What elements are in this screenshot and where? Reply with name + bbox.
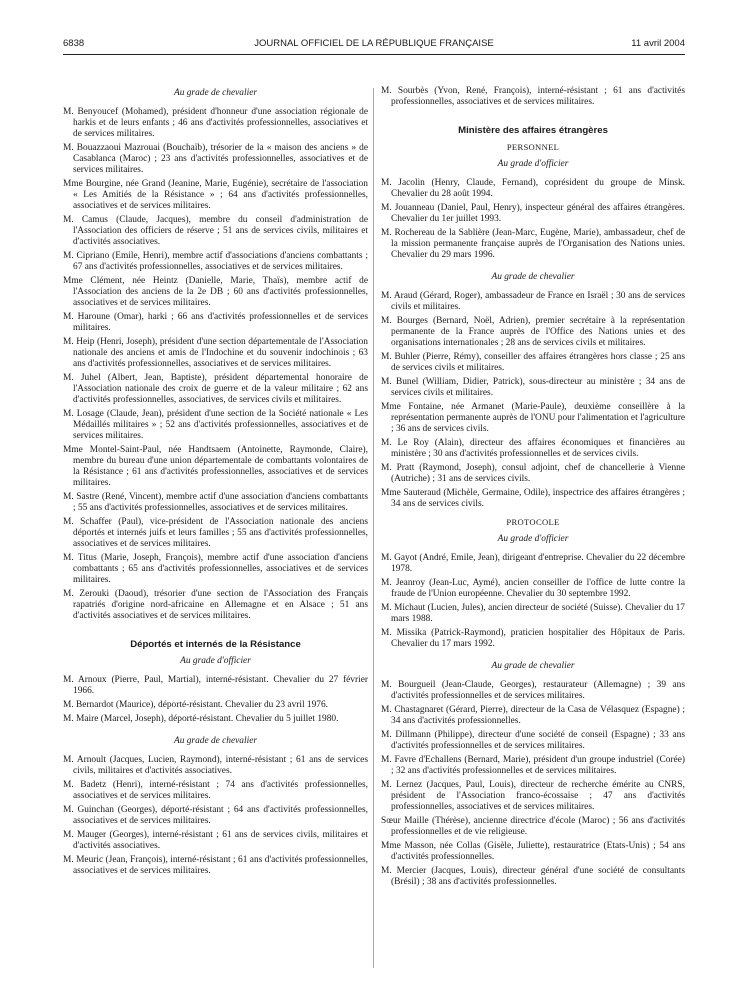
list-item: M. Bourgueil (Jean-Claude, Georges), restaurateur (Allemagne) ; 39 ans d'activités professionnelles et de services militaires. [381, 680, 685, 701]
header-rule [63, 54, 685, 55]
list-item: M. Jacolin (Henry, Claude, Fernand), coprésident du groupe de Minsk. Chevalier du 28 août 1994. [381, 178, 685, 199]
list-item: M. Chastagnaret (Gérard, Pierre), directeur de la Casa de Vélasquez (Espagne) ; 34 ans d'activités professionnelles. [381, 705, 685, 726]
journal-title: JOURNAL OFFICIEL DE LA RÉPUBLIQUE FRANÇAISE [254, 38, 494, 49]
list-item: M. Sourbès (Yvon, René, François), interné-résistant ; 61 ans d'activités professionnelles, associatives et de services militaires. [381, 86, 685, 107]
entry-list [63, 675, 368, 725]
list-item: M. Maire (Marcel, Joseph), déporté-résistant. Chevalier du 5 juillet 1980. [63, 714, 339, 724]
list-item: Mme Sauteraud (Michèle, Germaine, Odile), inspectrice des affaires étrangères ; 34 ans de services civils. [381, 488, 685, 509]
list-item: M. Pratt (Raymond, Joseph), consul adjoint, chef de chancellerie à Vienne (Autriche) ; 31 ans de services civils. [381, 463, 685, 484]
list-item: M. Lernez (Jacques, Paul, Louis), directeur de recherche émérite au CNRS, président de l'Association franco-écossaise ; 47 ans d'activités professionnelles, associatives et de services militaires. [381, 780, 685, 812]
page-number: 6838 [63, 38, 85, 49]
list-item: Mme Masson, née Collas (Gisèle, Juliette), restauratrice (Etats-Unis) ; 54 ans d'activités professionnelles. [381, 841, 685, 862]
list-item: M. Bourges (Bernard, Noël, Adrien), premier secrétaire à la représentation permanente de la France auprès de l'Office des Nations unies et des organisations internationales ; 28 ans de services civils et militaires. [381, 316, 685, 348]
list-item: M. Juhel (Albert, Jean, Baptiste), président départemental honoraire de l'Association nationale des croix de guerre et de la valeur militaire ; 62 ans d'activités professionnelles, associatives, de services civils et militaires. [63, 373, 368, 405]
list-item: M. Badetz (Henri), interné-résistant ; 74 ans d'activités professionnelles, associatives et de services militaires. [63, 780, 368, 801]
list-item: M. Bouazzaoui Mazrouai (Bouchaïb), trésorier de la « maison des anciens » de Casablanca (Maroc) ; 23 ans d'activités professionnelles, associatives et de services militaires. [63, 143, 368, 175]
grade-heading: Au grade d'officier [180, 656, 251, 666]
list-item: M. Bernardot (Maurice), déporté-résistant. Chevalier du 23 avril 1976. [63, 700, 329, 710]
page-header [63, 38, 685, 52]
list-item: M. Missika (Patrick-Raymond), praticien hospitalier des Hôpitaux de Paris. Chevalier du 17 mars 1992. [381, 628, 685, 649]
subsection-heading: PROTOCOLE [506, 517, 560, 527]
list-item: M. Jouanneau (Daniel, Paul, Henry), inspecteur général des affaires étrangères. Chevalier du 1er juillet 1993. [381, 203, 685, 224]
right-column [381, 86, 685, 891]
column-divider [373, 88, 374, 968]
list-item: M. Mauger (Georges), interné-résistant ; 61 ans de services civils, militaires et d'activités associatives. [63, 830, 368, 851]
list-item: M. Sastre (René, Vincent), membre actif d'une association d'anciens combattants ; 55 ans d'activités professionnelles, associatives et de services militaires. [63, 492, 368, 513]
list-item: M. Rochereau de la Sablière (Jean-Marc, Eugène, Marie), ambassadeur, chef de la mission permanente française auprès de l'Organisation des Nations unies. Chevalier du 29 mars 1996. [381, 228, 685, 260]
list-item: M. Michaut (Lucien, Jules), ancien directeur de société (Suisse). Chevalier du 17 mars 1988. [381, 603, 685, 624]
list-item: M. Arnoult (Jacques, Lucien, Raymond), interné-résistant ; 61 ans de services civils, militaires et d'activités associatives. [63, 755, 368, 776]
entry-list [381, 291, 685, 510]
entry-list [63, 107, 368, 622]
list-item: M. Guinchan (Georges), déporté-résistant ; 64 ans d'activités professionnelles, associatives et de services militaires. [63, 805, 368, 826]
list-item: M. Heip (Henri, Joseph), président d'une section départementale de l'Association nationale des anciens et amis de l'Indochine et du souvenir indochinois ; 63 ans d'activités professionnelles, associatives et de services militaires. [63, 337, 368, 369]
section-heading: Ministère des affaires étrangères [458, 125, 608, 136]
list-item: M. Mercier (Jacques, Louis), directeur général d'une société de consultants (Brésil) ; 38 ans d'activités professionnelles. [381, 866, 685, 887]
list-item: M. Cipriano (Emile, Henri), membre actif d'associations d'anciens combattants ; 67 ans d'activités professionnelles, associatives et de services militaires. [63, 251, 368, 272]
list-item: M. Zerouki (Daoud), trésorier d'une section de l'Association des Français rapatriés d'origine nord-africaine en Allemagne et en Alsace ; 51 ans d'activités associatives et de services militaires. [63, 589, 368, 621]
list-item: M. Arnoux (Pierre, Paul, Martial), interné-résistant. Chevalier du 27 février 1966. [63, 675, 368, 696]
list-item: M. Benyoucef (Mohamed), président d'honneur d'une association régionale de harkis et de leurs enfants ; 46 ans d'activités professionnelles, associatives et de services militaires. [63, 107, 368, 139]
list-item: M. Titus (Marie, Joseph, François), membre actif d'une association d'anciens combattants ; 65 ans d'activités professionnelles, associatives et de services militaires. [63, 553, 368, 585]
list-item: M. Buhler (Pierre, Rémy), conseiller des affaires étrangères hors classe ; 25 ans de services civils et militaires. [381, 352, 685, 373]
entry-list [381, 86, 685, 108]
subsection-heading: PERSONNEL [506, 142, 560, 152]
grade-heading: Au grade d'officier [497, 159, 569, 169]
list-item: M. Haroune (Omar), harki ; 66 ans d'activités professionnelles et de services militaires. [63, 312, 368, 333]
list-item: M. Losage (Claude, Jean), président d'une section de la Société nationale « Les Médaillés militaires » ; 52 ans d'activités professionnelles, associatives et de services militaires. [63, 409, 368, 441]
list-item: M. Le Roy (Alain), directeur des affaires économiques et financières au ministère ; 30 ans d'activités professionnelles et de services civils. [381, 438, 685, 459]
grade-heading: Au grade de chevalier [173, 88, 258, 98]
entry-list [381, 680, 685, 888]
grade-heading: Au grade d'officier [497, 534, 569, 544]
list-item: Sœur Maille (Thérèse), ancienne directrice d'école (Maroc) ; 56 ans d'activités professionnelles et de vie religieuse. [381, 816, 685, 837]
issue-date: 11 avril 2004 [631, 38, 685, 49]
entry-list [381, 178, 685, 261]
list-item: M. Jeanroy (Jean-Luc, Aymé), ancien conseiller de l'office de lutte contre la fraude de l'Union européenne. Chevalier du 30 septembre 1992. [381, 578, 685, 599]
grade-heading: Au grade de chevalier [173, 736, 258, 746]
list-item: M. Bunel (William, Didier, Patrick), sous-directeur au ministère ; 34 ans de services civils et militaires. [381, 377, 685, 398]
list-item: M. Gayot (André, Emile, Jean), dirigeant d'entreprise. Chevalier du 22 décembre 1978. [381, 553, 685, 574]
list-item: Mme Montel-Saint-Paul, née Handtsaem (Antoinette, Raymonde, Claire), membre du bureau d'une union départementale de combattants volontaires de la Résistance ; 61 ans d'activités professionnelles, associatives et de services militaires. [63, 445, 368, 488]
entry-list [381, 553, 685, 650]
list-item: M. Araud (Gérard, Roger), ambassadeur de France en Israël ; 30 ans de services civils et militaires. [381, 291, 685, 312]
list-item: Mme Fontaine, née Armanet (Marie-Paule), deuxième conseillère à la représentation permanente auprès de l'ONU pour l'alimentation et l'agriculture ; 36 ans de services civils. [381, 402, 685, 434]
list-item: M. Camus (Claude, Jacques), membre du conseil d'administration de l'Association des officiers de réserve ; 51 ans de services civils, militaires et d'activités associatives. [63, 215, 368, 247]
list-item: M. Schaffer (Paul), vice-président de l'Association nationale des anciens déportés et internés juifs et leurs familles ; 55 ans d'activités professionnelles, associatives et de services militaires. [63, 517, 368, 549]
entry-list [63, 755, 368, 877]
list-item: Mme Clément, née Heintz (Danielle, Marie, Thaïs), membre actif de l'Association des anciens de la 2e DB ; 60 ans d'activités professionnelles, associatives et de services militaires. [63, 276, 368, 308]
left-column [63, 88, 368, 880]
grade-heading: Au grade de chevalier [491, 272, 575, 282]
grade-heading: Au grade de chevalier [491, 661, 575, 671]
list-item: M. Dillmann (Philippe), directeur d'une société de conseil (Espagne) ; 33 ans d'activités professionnelles et de services militaires. [381, 730, 685, 751]
list-item: Mme Bourgine, née Grand (Jeanine, Marie, Eugénie), secrétaire de l'association « Les Amitiés de la Résistance » ; 64 ans d'activités professionnelles, associatives et de services militaires. [63, 179, 368, 211]
list-item: M. Meuric (Jean, François), interné-résistant ; 61 ans d'activités professionnelles, associatives et de services militaires. [63, 855, 368, 876]
list-item: M. Favre d'Echallens (Bernard, Marie), président d'un groupe industriel (Corée) ; 32 ans d'activités professionnelles et de services militaires. [381, 755, 685, 776]
section-heading: Déportés et internés de la Résistance [130, 639, 301, 650]
